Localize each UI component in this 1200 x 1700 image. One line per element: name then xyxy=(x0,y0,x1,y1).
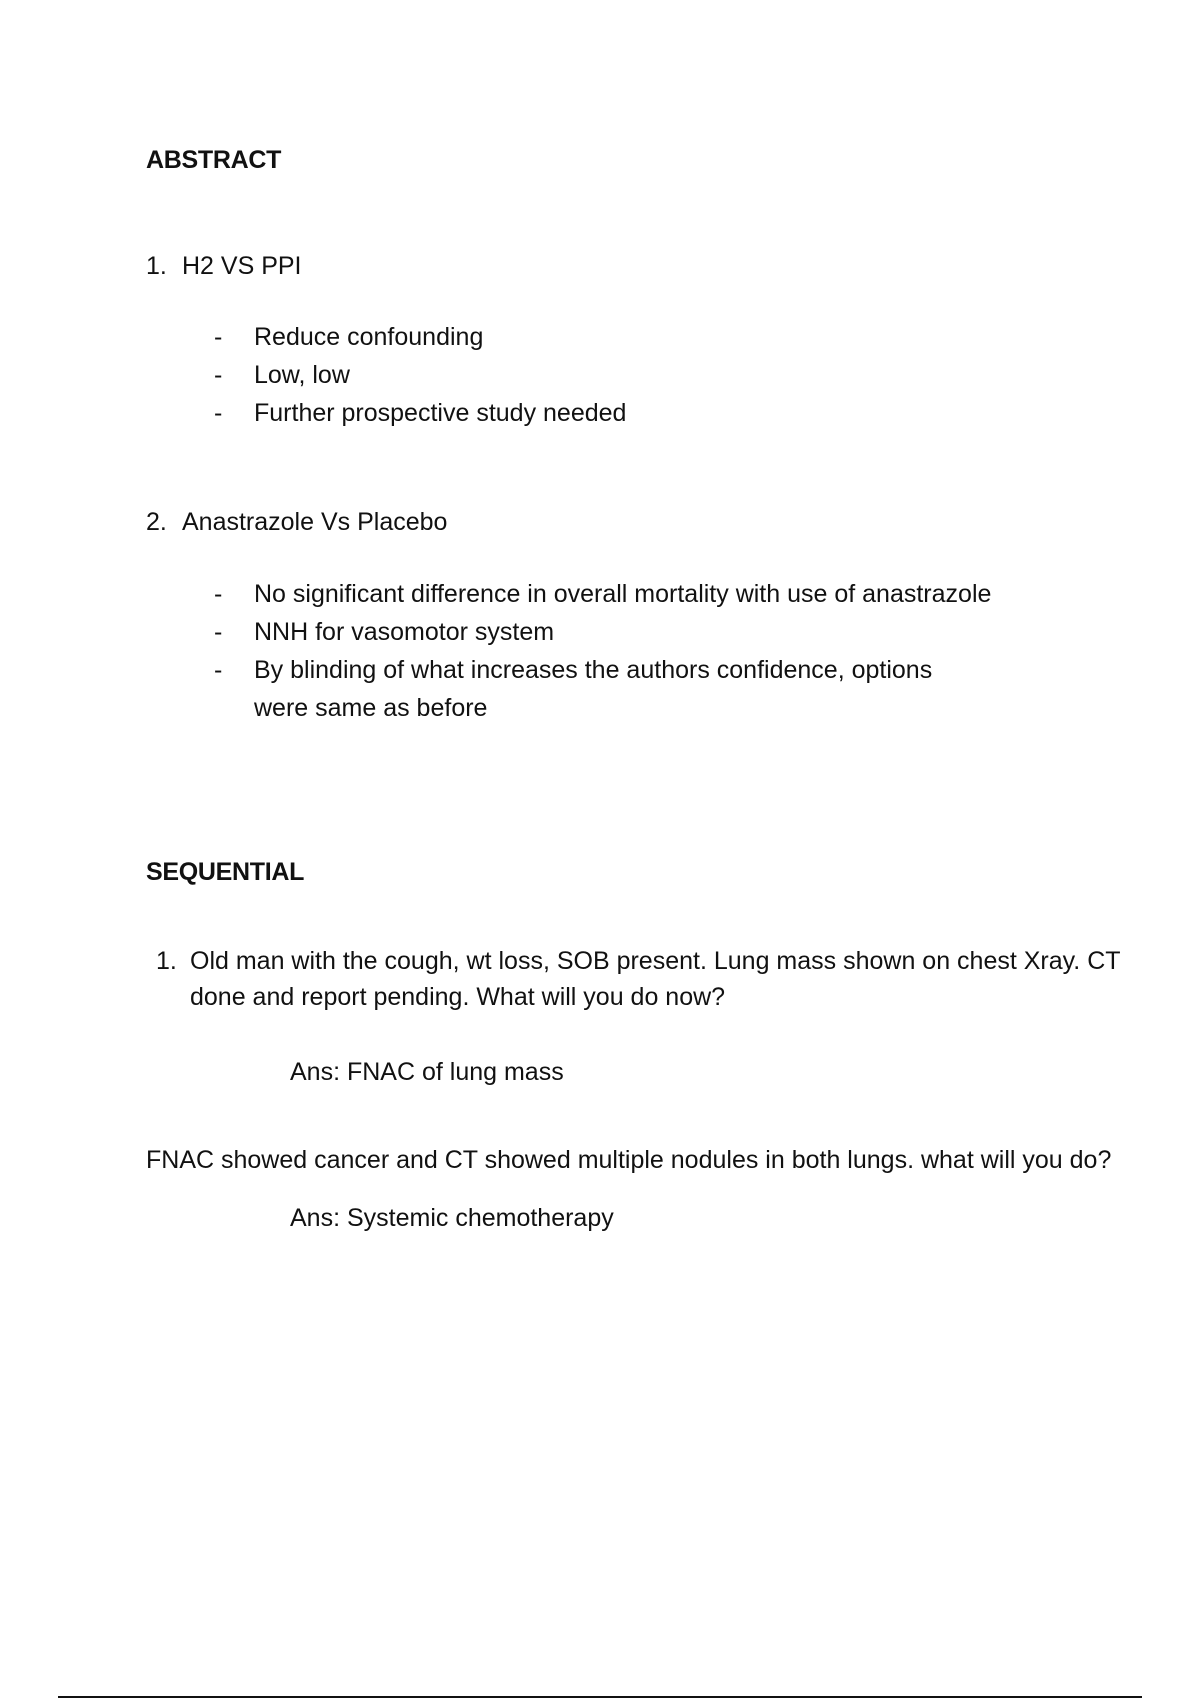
abstract-item-1-title xyxy=(146,252,302,281)
list-item xyxy=(214,394,1054,432)
bullet-dash: - xyxy=(214,580,223,608)
bullet-text: Reduce confounding xyxy=(254,323,484,351)
answer-1: Ans: FNAC of lung mass xyxy=(290,1058,564,1086)
sequential-heading: SEQUENTIAL xyxy=(146,858,305,886)
item-title: H2 VS PPI xyxy=(182,252,302,280)
abstract-item-2-title xyxy=(146,508,447,537)
bottom-divider xyxy=(58,1696,1142,1698)
sequential-question-1 xyxy=(156,943,1136,1015)
bullet-text: NNH for vasomotor system xyxy=(254,618,555,646)
abstract-heading: ABSTRACT xyxy=(146,146,282,174)
bullet-text: Further prospective study needed xyxy=(254,399,627,427)
bullet-text: Low, low xyxy=(254,361,350,389)
list-item xyxy=(214,356,1054,394)
item-number: 2. xyxy=(146,508,167,536)
abstract-item-1-bullets xyxy=(214,318,1054,432)
list-item xyxy=(214,651,974,727)
bullet-dash: - xyxy=(214,399,223,427)
item-number: 1. xyxy=(146,252,167,280)
item-title: Anastrazole Vs Placebo xyxy=(182,508,448,536)
abstract-item-2-bullets xyxy=(214,575,1054,727)
bullet-text: By blinding of what increases the authors confidence, options were same as before xyxy=(254,656,933,722)
bullet-dash: - xyxy=(214,323,223,351)
bullet-dash: - xyxy=(214,656,223,684)
bullet-dash: - xyxy=(214,618,223,646)
question-number: 1. xyxy=(156,947,177,975)
bullet-text: No significant difference in overall mortality with use of anastrazole xyxy=(254,580,992,608)
answer-2: Ans: Systemic chemotherapy xyxy=(290,1204,614,1232)
followup-question: FNAC showed cancer and CT showed multiple nodules in both lungs. what will you do? xyxy=(146,1146,1112,1174)
list-item xyxy=(214,318,1054,356)
question-text: Old man with the cough, wt loss, SOB present. Lung mass shown on chest Xray. CT done and report pending. What will you do now? xyxy=(190,947,1121,1011)
bullet-dash: - xyxy=(214,361,223,389)
list-item xyxy=(214,575,1054,613)
list-item xyxy=(214,613,1054,651)
